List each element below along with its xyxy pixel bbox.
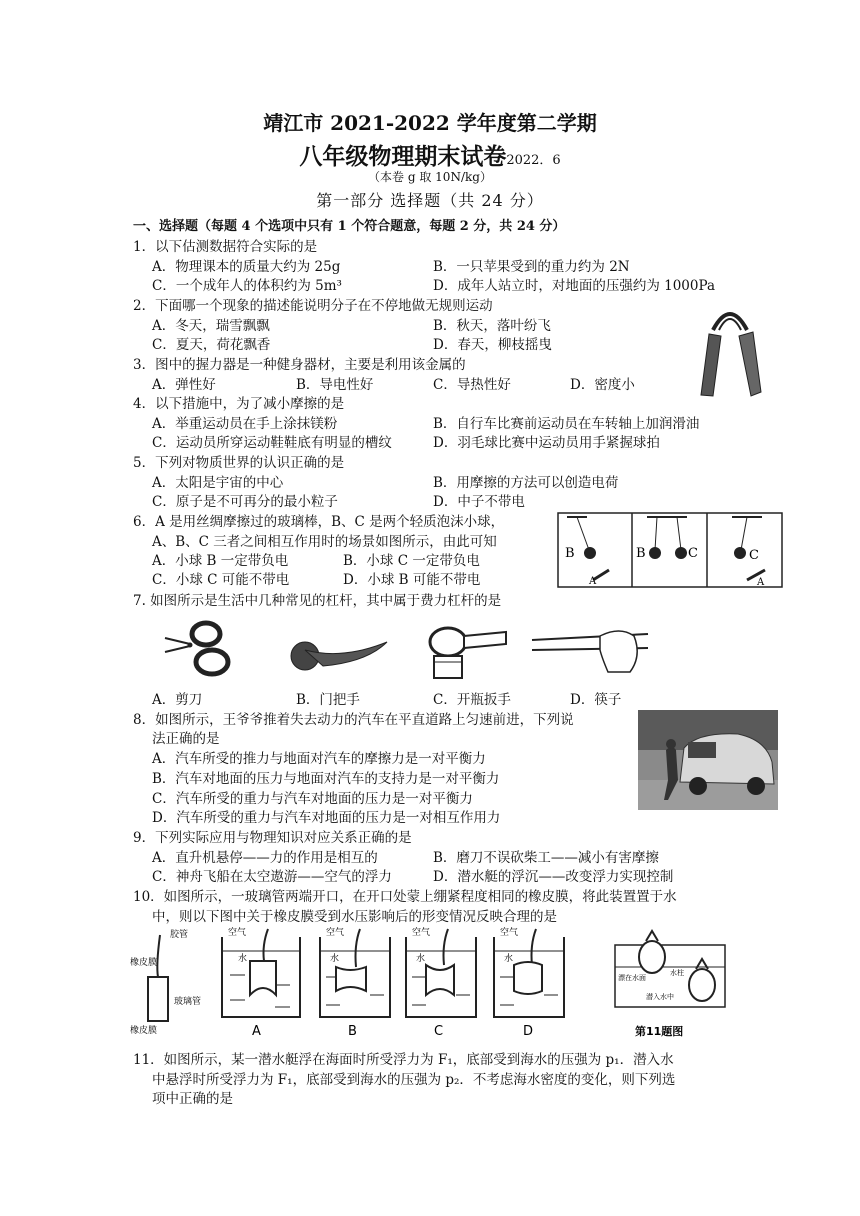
q5-stem: 5．下列对物质世界的认识正确的是: [133, 455, 345, 471]
exam-date: 2022．6: [506, 153, 561, 168]
q2-stem: 2．下面哪一个现象的描述能说明分子在不停地做无规则运动: [133, 298, 493, 314]
subtitle-text: 八年级物理期末试卷: [299, 143, 507, 170]
svg-text:水: 水: [330, 954, 340, 964]
q2-option-a: A．冬天，瑞雪飘飘: [152, 318, 270, 334]
q10-stem-line1: 10．如图所示，一玻璃管两端开口，在开口处蒙上绷紧程度相同的橡皮膜，将此装置置于水: [133, 889, 677, 905]
q3-option-d: D．密度小: [570, 377, 635, 393]
exam-title: 靖江市 2021-2022 学年度第二学期: [263, 111, 597, 135]
q1-option-a: A．物理课本的质量大约为 25g: [152, 259, 341, 275]
label-a: A: [252, 1024, 261, 1039]
chopsticks-figure: [530, 620, 650, 678]
q6-fig-label-c1: C: [688, 546, 698, 561]
label-d: D: [523, 1024, 534, 1039]
svg-text:水: 水: [416, 954, 426, 964]
charge-interaction-figure: [557, 512, 783, 588]
bottle-opener-figure: [420, 618, 510, 682]
q6-option-b: B．小球 C 一定带负电: [343, 553, 480, 569]
q9-stem: 9．下列实际应用与物理知识对应关系正确的是: [133, 830, 412, 846]
q3-option-a: A．弹性好: [152, 377, 216, 393]
label-b: B: [348, 1024, 357, 1039]
svg-text:B: B: [636, 546, 646, 561]
section-heading: 一、选择题（每题 4 个选项中只有 1 个符合题意，每题 2 分，共 24 分）: [133, 219, 566, 234]
svg-text:C: C: [749, 548, 759, 563]
q5-option-a: A．太阳是宇宙的中心: [152, 475, 284, 491]
q6-option-c: C．小球 C 可能不带电: [152, 572, 290, 588]
q8-stem-line2: 法正确的是: [152, 731, 220, 747]
part-heading: 第一部分 选择题（共 24 分）: [316, 191, 544, 210]
car-push-photo: [638, 710, 778, 810]
q5-option-b: B．用摩擦的方法可以创造电荷: [433, 475, 619, 491]
svg-text:空气: 空气: [412, 928, 431, 938]
q5-option-c: C．原子是不可再分的最小粒子: [152, 494, 338, 510]
label-film-bottom: 橡皮膜: [130, 1026, 158, 1036]
grip-exerciser-figure: [695, 300, 765, 400]
q1-option-c: C．一个成年人的体积约为 5m³: [152, 278, 342, 294]
q4-option-a: A．举重运动员在手上涂抹镁粉: [152, 416, 338, 432]
q6-option-d: D．小球 B 可能不带电: [343, 572, 481, 588]
label-c: C: [434, 1024, 444, 1039]
label-glue-tube: 胶管: [170, 930, 189, 940]
q8-option-d: D．汽车所受的重力与汽车对地面的压力是一对相互作用力: [152, 810, 501, 826]
q4-option-d: D．羽毛球比赛中运动员用手紧握球拍: [433, 435, 660, 451]
q8-option-b: B．汽车对地面的压力与地面对汽车的支持力是一对平衡力: [152, 771, 500, 787]
label-sea: 水柱: [670, 969, 684, 977]
q3-stem: 3．图中的握力器是一种健身器材，主要是利用该金属的: [133, 357, 466, 373]
beaker-a: [222, 926, 300, 1039]
q11-line2: 中悬浮时所受浮力为 F₁，底部受到海水的压强为 p₂．不考虑海水密度的变化，则下列选: [152, 1072, 676, 1088]
exam-subtitle: [0, 138, 860, 171]
q9-option-b: B．磨刀不误砍柴工——减小有害摩擦: [433, 850, 659, 866]
q1-option-b: B．一只苹果受到的重力约为 2N: [433, 259, 630, 275]
q6-fig-label-a2: A: [757, 577, 765, 588]
q8-stem-line1: 8．如图所示，王爷爷推着失去动力的汽车在平直道路上匀速前进，下列说: [133, 712, 574, 728]
q3-option-b: B．导电性好: [296, 377, 374, 393]
label-air-a: 空气: [228, 928, 247, 938]
q4-stem: 4．以下措施中，为了减小摩擦的是: [133, 396, 345, 412]
label-film-top: 橡皮膜: [130, 958, 158, 968]
q11-line3: 项中正确的是: [152, 1091, 233, 1107]
q5-option-d: D．中子不带电: [433, 494, 525, 510]
q8-option-a: A．汽车所受的推力与地面对汽车的摩擦力是一对平衡力: [152, 751, 486, 767]
svg-text:空气: 空气: [500, 928, 519, 938]
q2-option-c: C．夏天，荷花飘香: [152, 337, 271, 353]
label-float: 漂在水面: [618, 974, 646, 982]
label-water-a: 水: [238, 954, 248, 964]
q1-stem: 1．以下估测数据符合实际的是: [133, 239, 318, 255]
q7-option-a: A．剪刀: [152, 692, 203, 708]
q6-stem-line1: 6．A 是用丝绸摩擦过的玻璃棒，B、C 是两个轻质泡沫小球，: [133, 514, 505, 530]
svg-text:水: 水: [504, 954, 514, 964]
q6-option-a: A．小球 B 一定带负电: [152, 553, 289, 569]
door-handle-figure: [283, 630, 393, 680]
q7-option-d: D．筷子: [570, 692, 622, 708]
exam-note: （本卷 g 取 10N/kg）: [368, 170, 492, 184]
q6-stem-line2: A、B、C 三者之间相互作用时的场景如图所示，由此可知: [152, 534, 497, 550]
q1-option-d: D．成年人站立时，对地面的压强约为 1000Pa: [433, 278, 715, 294]
q7-stem: 7. 如图所示是生活中几种常见的杠杆，其中属于费力杠杆的是: [133, 593, 502, 609]
beaker-d: [494, 926, 564, 1039]
submarine-figure: [615, 931, 725, 1038]
q11-line1: 11．如图所示，某一潜水艇浮在海面时所受浮力为 F₁，底部受到海水的压强为 p₁．潜入水: [133, 1052, 674, 1068]
q9-option-c: C．神舟飞船在太空遨游——空气的浮力: [152, 869, 392, 885]
q7-option-c: C．开瓶扳手: [433, 692, 511, 708]
beaker-c: [406, 926, 476, 1039]
q4-option-c: C．运动员所穿运动鞋鞋底有明显的槽纹: [152, 435, 392, 451]
q6-fig-label-b1: B: [565, 546, 575, 561]
q6-fig-label-a1: A: [589, 576, 597, 587]
figure-11-caption: 第11题图: [635, 1025, 684, 1038]
q2-option-d: D．春天，柳枝摇曳: [433, 337, 552, 353]
beaker-b: [320, 926, 390, 1039]
scissors-figure: [160, 618, 240, 680]
label-glass-tube: 玻璃管: [174, 997, 202, 1007]
q10-stem-line2: 中，则以下图中关于橡皮膜受到水压影响后的形变情况反映合理的是: [152, 909, 557, 925]
q9-option-d: D．潜水艇的浮沉——改变浮力实现控制: [433, 869, 674, 885]
q4-option-b: B．自行车比赛前运动员在车转轴上加润滑油: [433, 416, 700, 432]
q7-option-b: B．门把手: [296, 692, 360, 708]
svg-text:空气: 空气: [326, 928, 345, 938]
q8-option-c: C．汽车所受的重力与汽车对地面的压力是一对平衡力: [152, 791, 473, 807]
label-dive: 潜入水中: [646, 993, 674, 1001]
q9-option-a: A．直升机悬停——力的作用是相互的: [152, 850, 378, 866]
rubber-film-figure: [130, 925, 745, 1040]
q2-option-b: B．秋天，落叶纷飞: [433, 318, 551, 334]
q3-option-c: C．导热性好: [433, 377, 511, 393]
